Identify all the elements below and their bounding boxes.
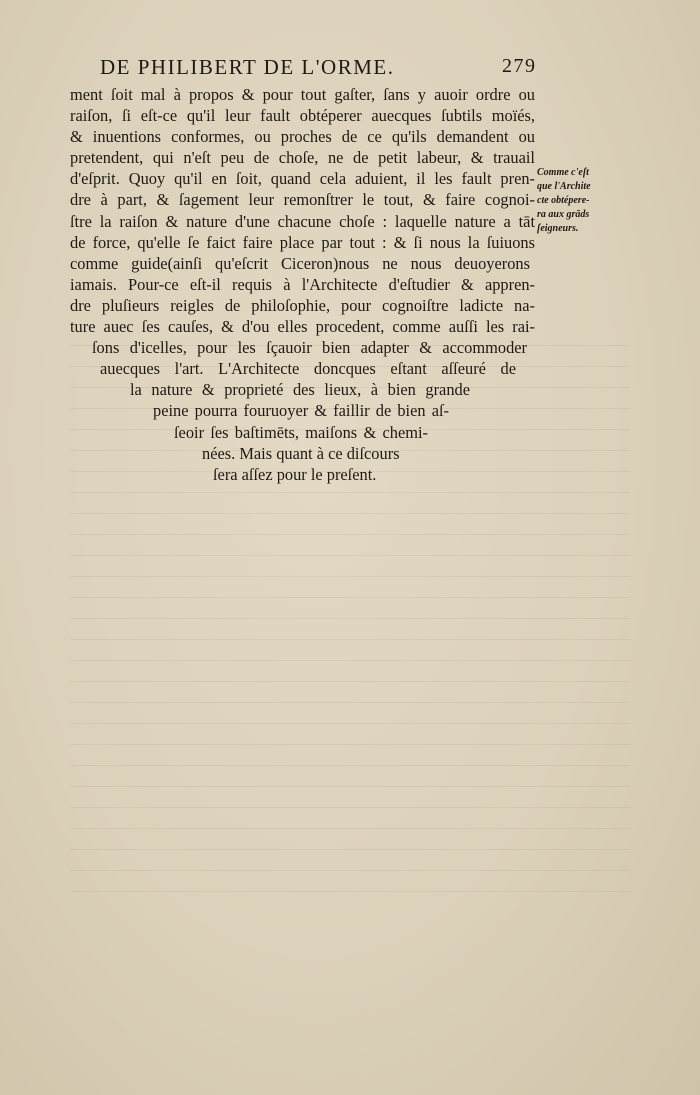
text-line: la nature & proprieté des lieux, à bien grande [130,380,470,400]
margin-note-line: Comme c'eſt [537,167,589,178]
body-text [70,84,540,485]
margin-note-line: cte obtépere- [537,195,590,206]
text-line: auecques l'art. L'Architecte doncques eſtant aſſeuré de [100,359,516,379]
text-line: dre pluſieurs reigles de philoſophie, pour cognoiſtre ladicte na- [70,295,535,315]
text-line: ment ſoit mal à propos & pour tout gaſter, ſans y auoir ordre ou [70,85,535,104]
margin-note-line: ra aux grāds [537,209,590,220]
text-line: pretendent, qui n'eſt peu de choſe, ne de petit labeur, & trauail [70,148,535,168]
margin-note-line: ſeigneurs. [537,223,579,234]
text-line: de force, qu'elle ſe faict faire place par tout : & ſi nous la ſuiuons [70,232,535,252]
text-line: dre à part, & ſagement leur remonſtrer le tout, & faire cognoi- [70,190,535,210]
text-line: iamais. Pour-ce eſt-il requis à l'Architecte d'eſtudier & appren- [70,274,535,294]
text-line: d'eſprit. Quoy qu'il en ſoit, quand cela aduient, il les fault pren- [70,169,535,189]
text-line: ſtre la raiſon & nature d'une chacune choſe : laquelle nature a tāt [70,211,535,231]
text-line: & inuentions conformes, ou proches de ce qu'ils demandent ou [70,127,535,147]
margin-note [537,166,627,236]
text-line: raiſon, ſi eſt-ce qu'il leur fault obtéperer auecques ſubtils moïés, [70,106,535,126]
text-line: ſera aſſez pour le preſent. [213,464,377,484]
text-line: ſons d'icelles, pour les ſçauoir bien adapter & accommoder [92,338,527,358]
text-line: ſeoir ſes baſtimēts, maiſons & chemi- [174,422,428,442]
text-line: comme guide(ainſi qu'eſcrit Ciceron)nous ne nous deuoyerons [70,253,530,273]
margin-note-line: que l'Archite [537,181,591,192]
text-line: peine pourra fouruoyer & faillir de bien aſ- [153,401,449,421]
text-line: ture auec ſes cauſes, & d'ou elles procedent, comme auſſi les rai- [70,317,535,337]
running-title: DE PHILIBERT DE L'ORME. [100,55,395,79]
page-number: 279 [502,55,537,77]
text-line: nées. Mais quant à ce diſcours [202,443,400,463]
